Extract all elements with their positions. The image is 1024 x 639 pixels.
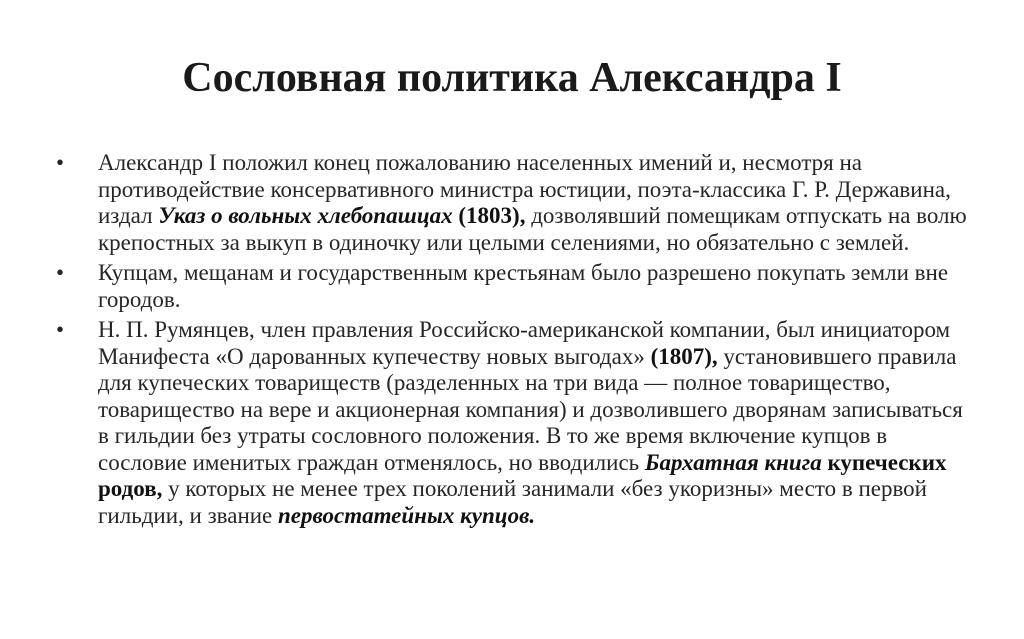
bullet-icon: • (56, 150, 65, 175)
merchant-families: купеческих родов, (98, 449, 947, 501)
bullet-item-land (56, 260, 976, 313)
bullet-item-manifesto (56, 317, 976, 529)
bullet-text: дозволявший помещикам отпускать на волю крепостных за выкуп в одиночку или целыми селениями, но обязательно с землей. (98, 203, 967, 255)
first-rank-merchants: первостатейных купцов. (278, 502, 536, 528)
decree-year: (1803), (458, 203, 526, 228)
slide-title: Сословная политика Александра I (182, 55, 842, 101)
decree-name: Указ о вольных хлебопашцах (158, 203, 453, 228)
velvet-book: Бархатная книга (644, 449, 822, 475)
bullet-list (56, 150, 976, 533)
bullet-icon: • (56, 260, 65, 285)
bullet-text: Купцам, мещанам и государственным крестьянам было разрешено покупать земли вне городов. (98, 260, 949, 312)
bullet-icon: • (56, 317, 65, 342)
bullet-item-decree (56, 150, 976, 256)
bullet-text: Н. П. Румянцев, член правления Российско-американской компании, был инициатором Манифеста «О дарованных купечеству новых выгодах» (98, 317, 951, 369)
bullet-text: у которых не менее трех поколений занимали «без укоризны» место в первой гильдии, и звание (98, 476, 927, 528)
manifesto-year: (1807), (650, 343, 718, 369)
bullet-text: Александр I положил конец пожалованию населенных имений и, несмотря на противодействие консервативного министра юстиции, поэта-классика Г. Р. Державина, издал (98, 150, 951, 228)
bullet-text: установившего правила для купеческих товариществ (разделенных на три вида — полное товарищество, товарищество на вере и акционерная компания) и дозволившего дворянам записываться в гильдии без утраты сословного положения. В то же время включение купцов в сословие именитых граждан отменялось, но вводились (98, 343, 963, 475)
